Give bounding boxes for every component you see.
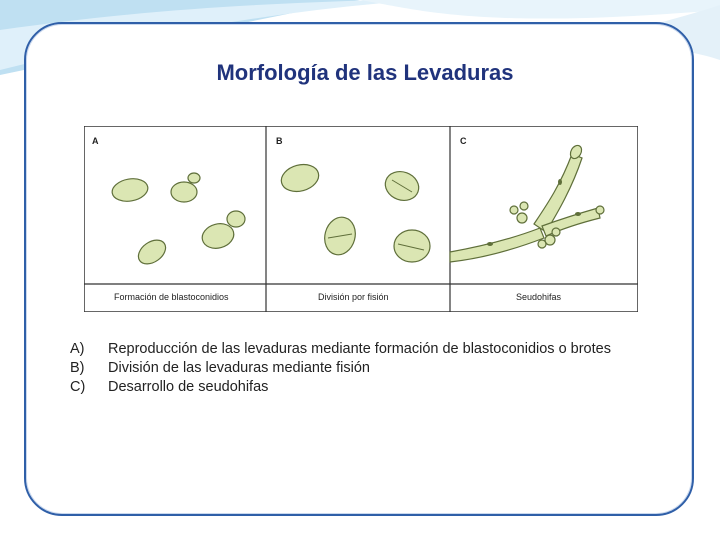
caption-letter: A) <box>70 341 85 357</box>
caption-item-c <box>70 378 690 397</box>
panel-a-caption: Formación de blastoconidios <box>114 292 229 302</box>
caption-item-b <box>70 359 690 378</box>
caption-letter: C) <box>70 379 86 395</box>
caption-letter: B) <box>70 360 85 376</box>
panel-b-letter: B <box>276 136 283 146</box>
caption-list <box>70 340 690 397</box>
slide-title: Morfología de las Levaduras <box>216 60 514 85</box>
panel-c-caption: Seudohifas <box>516 292 562 302</box>
panel-c-letter: C <box>460 136 467 146</box>
caption-text: Reproducción de las levaduras mediante formación de blastoconidios o brotes <box>108 341 611 357</box>
caption-text: División de las levaduras mediante fisión <box>108 360 370 376</box>
caption-item-a <box>70 340 690 359</box>
yeast-morphology-figure <box>84 126 638 312</box>
panel-a-letter: A <box>92 136 99 146</box>
panel-b-caption: División por fisión <box>318 292 389 302</box>
caption-text: Desarrollo de seudohifas <box>108 379 269 395</box>
